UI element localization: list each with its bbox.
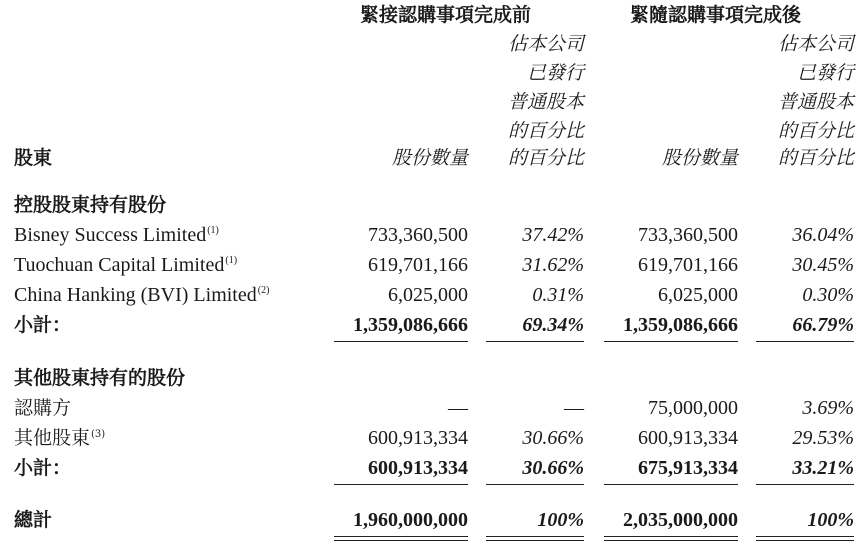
subtotal-label: 小計： — [14, 457, 72, 479]
cell-pct-before: 31.62% — [522, 254, 584, 276]
subtotal-pct-before: 30.66% — [522, 457, 584, 479]
header-pct-after-line1: 佔本公司 — [777, 33, 854, 55]
row-name-text: 其他股東 — [14, 427, 91, 449]
cell-pct-after: 3.69% — [802, 397, 854, 419]
footnote-marker: (1) — [225, 255, 238, 267]
cell-shares-before: — — [448, 397, 468, 419]
subtotal-rule — [604, 341, 738, 342]
subtotal-rule — [604, 484, 738, 485]
subtotal-rule — [334, 341, 468, 342]
header-after-title: 緊隨認購事項完成後 — [630, 4, 802, 26]
cell-shares-after: 600,913,334 — [638, 427, 738, 449]
total-shares-before: 1,960,000,000 — [353, 509, 468, 531]
header-pct-after-line3: 普通股本 — [777, 91, 854, 113]
subtotal-rule — [334, 484, 468, 485]
row-name — [14, 254, 237, 276]
subtotal-shares-before: 1,359,086,666 — [353, 314, 468, 336]
footnote-marker: (1) — [207, 225, 219, 237]
total-double-rule — [334, 536, 468, 541]
cell-pct-after: 29.53% — [792, 427, 854, 449]
header-pct-before-line2: 已發行 — [526, 62, 584, 84]
cell-pct-before: — — [564, 397, 584, 419]
cell-shares-after: 6,025,000 — [658, 284, 738, 306]
header-shareholder-label: 股東 — [14, 147, 53, 169]
cell-shares-after: 619,701,166 — [638, 254, 738, 276]
cell-pct-before: 30.66% — [522, 427, 584, 449]
header-pct-after-line4: 的百分比 — [777, 120, 854, 142]
header-pct-before-line4b: 的百分比 — [507, 147, 584, 169]
cell-shares-before: 619,701,166 — [368, 254, 468, 276]
cell-shares-before: 600,913,334 — [368, 427, 468, 449]
subtotal-rule — [756, 341, 854, 342]
header-pct-after-line4b: 的百分比 — [777, 147, 854, 169]
total-double-rule — [756, 536, 854, 541]
row-name-text: Tuochuan Capital Limited — [14, 254, 225, 276]
cell-shares-after: 733,360,500 — [638, 224, 738, 246]
header-pct-before-line1: 佔本公司 — [507, 33, 584, 55]
cell-shares-before: 6,025,000 — [388, 284, 468, 306]
subtotal-rule — [756, 484, 854, 485]
header-shares-after-label: 股份數量 — [661, 147, 738, 169]
cell-pct-after: 0.30% — [802, 284, 854, 306]
header-before-title: 緊接認購事項完成前 — [360, 4, 532, 26]
subtotal-rule — [486, 341, 584, 342]
row-name: 認購方 — [14, 397, 72, 419]
cell-pct-before: 37.42% — [522, 224, 584, 246]
footnote-marker: (2) — [257, 285, 270, 297]
subtotal-shares-before: 600,913,334 — [368, 457, 468, 479]
cell-pct-after: 30.45% — [792, 254, 854, 276]
subtotal-pct-after: 33.21% — [792, 457, 854, 479]
row-name — [14, 427, 105, 449]
header-pct-after-line2: 已發行 — [796, 62, 854, 84]
total-double-rule — [486, 536, 584, 541]
total-pct-after: 100% — [807, 509, 854, 531]
section-heading-controlling: 控股股東持有股份 — [14, 194, 167, 216]
subtotal-rule — [486, 484, 584, 485]
row-name-text: Bisney Success Limited — [14, 224, 207, 246]
total-shares-after: 2,035,000,000 — [623, 509, 738, 531]
total-double-rule — [604, 536, 738, 541]
header-pct-before-line3: 普通股本 — [507, 91, 584, 113]
subtotal-pct-after: 66.79% — [792, 314, 854, 336]
row-name-text: China Hanking (BVI) Limited — [14, 284, 257, 306]
row-name — [14, 224, 219, 246]
subtotal-label: 小計： — [14, 314, 72, 336]
footnote-marker: (3) — [91, 428, 106, 440]
header-shares-before-label: 股份數量 — [391, 147, 468, 169]
row-name — [14, 284, 269, 306]
header-pct-before-line4: 的百分比 — [507, 120, 584, 142]
section-heading-others: 其他股東持有的股份 — [14, 367, 186, 389]
subtotal-shares-after: 675,913,334 — [638, 457, 738, 479]
cell-shares-before: 733,360,500 — [368, 224, 468, 246]
subtotal-shares-after: 1,359,086,666 — [623, 314, 738, 336]
cell-pct-before: 0.31% — [532, 284, 584, 306]
total-label: 總計 — [14, 509, 53, 531]
total-pct-before: 100% — [537, 509, 584, 531]
cell-shares-after: 75,000,000 — [648, 397, 738, 419]
subtotal-pct-before: 69.34% — [522, 314, 584, 336]
cell-pct-after: 36.04% — [792, 224, 854, 246]
